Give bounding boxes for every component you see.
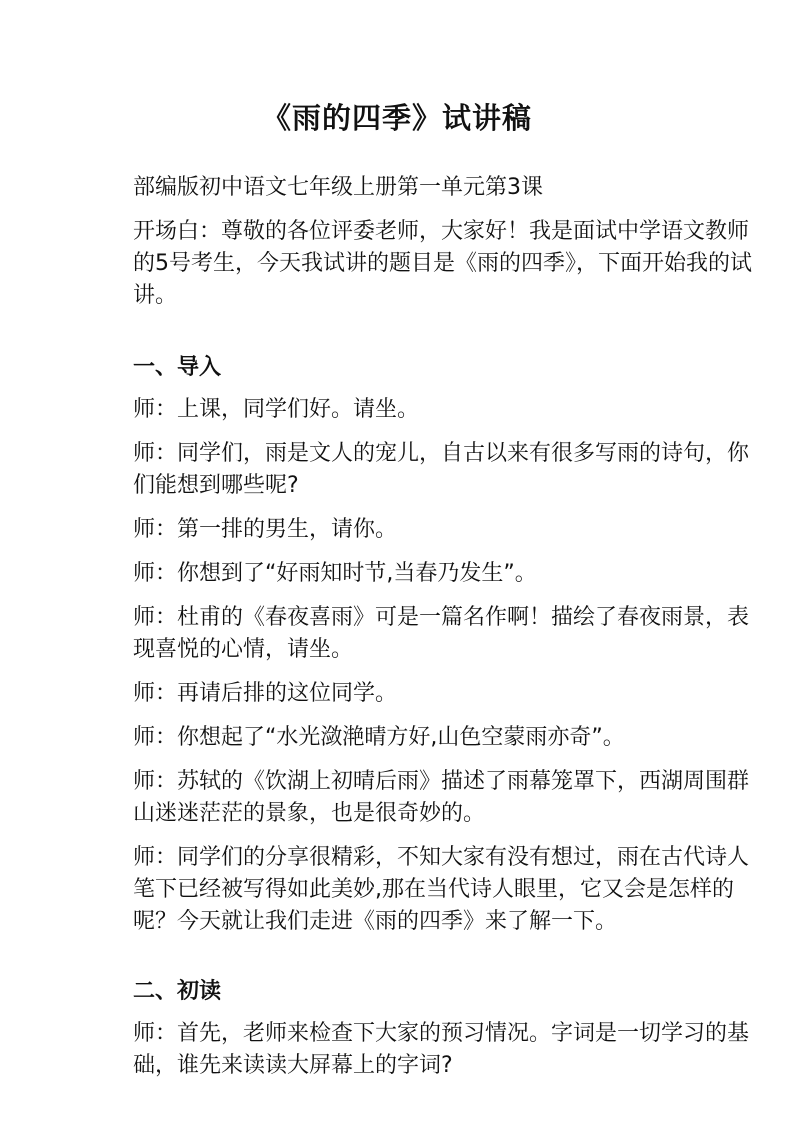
section-heading: 二、初读: [133, 979, 222, 1004]
dialogue-paragraph: 师：你想起了“水光潋滟晴方好,山色空蒙雨亦奇”。: [133, 725, 625, 750]
section-intro: [133, 352, 753, 938]
document-body: [133, 172, 753, 1094]
dialogue-paragraph: 师：第一排的男生，请你。: [133, 517, 398, 542]
dialogue-paragraph: 师：首先，老师来检查下大家的预习情况。字词是一切学习的基础，谁先来读读大屏幕上的字词?: [133, 1021, 750, 1078]
dialogue-paragraph: 师：你想到了“好雨知时节,当春乃发生”。: [133, 561, 537, 586]
dialogue-paragraph: 师：同学们的分享很精彩，不知大家有没有想过，雨在古代诗人笔下已经被写得如此美妙,那在当代诗人眼里，它又会是怎样的呢？今天就让我们走进《雨的四季》来了解一下。: [133, 845, 750, 934]
dialogue-paragraph: 师：上课，同学们好。请坐。: [133, 397, 420, 422]
section-heading: 一、导入: [133, 355, 222, 380]
dialogue-paragraph: 师：再请后排的这位同学。: [133, 681, 398, 706]
dialogue-paragraph: 师：同学们，雨是文人的宠儿，自古以来有很多写雨的诗句，你们能想到哪些呢?: [133, 441, 750, 498]
document-subtitle: 部编版初中语文七年级上册第一单元第3课: [133, 175, 543, 200]
section-first-reading: [133, 976, 753, 1082]
dialogue-paragraph: 师：苏轼的《饮湖上初晴后雨》描述了雨幕笼罩下，西湖周围群山迷迷茫茫的景象，也是很奇妙的。: [133, 769, 750, 826]
opening-paragraph: 开场白：尊敬的各位评委老师，大家好！我是面试中学语文教师的5号考生，今天我试讲的题目是《雨的四季》，下面开始我的试讲。: [133, 219, 752, 308]
dialogue-paragraph: 师：杜甫的《春夜喜雨》可是一篇名作啊！描绘了春夜雨景，表现喜悦的心情，请坐。: [133, 605, 750, 662]
document-title: 《雨的四季》试讲稿: [261, 101, 532, 135]
